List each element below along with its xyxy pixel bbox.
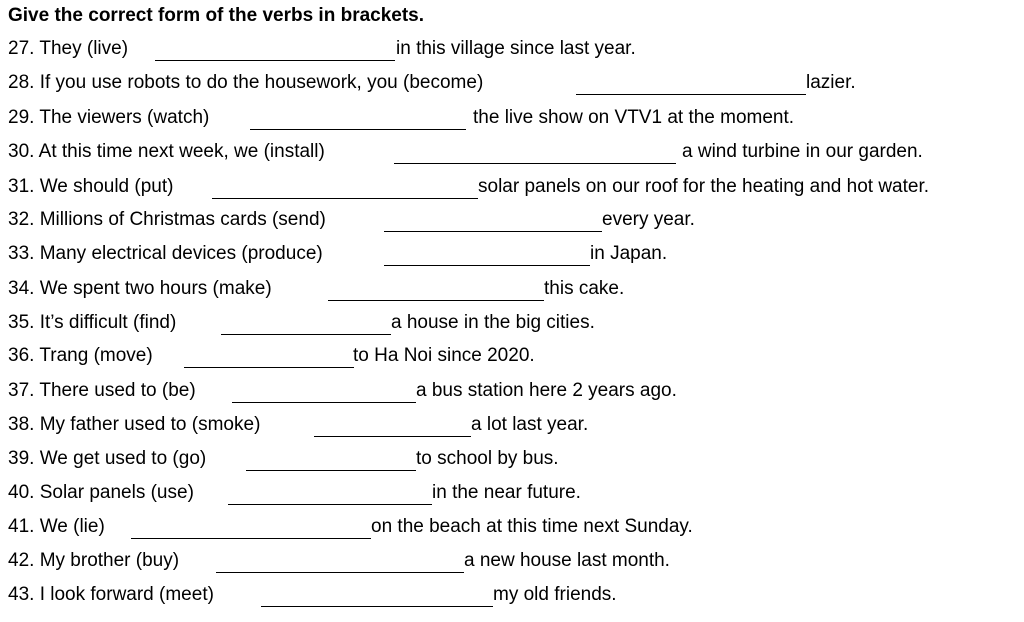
- answer-blank[interactable]: [576, 70, 806, 95]
- item-prompt: My brother (buy): [39, 550, 180, 571]
- item-number: 43.: [8, 584, 35, 605]
- item-prompt: Trang (move): [39, 345, 153, 366]
- item-continuation: lazier.: [806, 72, 856, 93]
- answer-blank[interactable]: [246, 446, 416, 471]
- item-continuation: my old friends.: [493, 584, 617, 605]
- answer-blank[interactable]: [314, 412, 471, 437]
- item-continuation: every year.: [602, 209, 695, 230]
- answer-blank[interactable]: [221, 310, 391, 335]
- answer-blank[interactable]: [250, 105, 466, 130]
- item-prompt: Many electrical devices (produce): [39, 243, 323, 264]
- exercise-item-43: [8, 582, 617, 608]
- exercise-item-41: [8, 514, 693, 540]
- answer-blank[interactable]: [155, 36, 395, 61]
- exercise-item-32: [8, 207, 695, 233]
- item-prompt: There used to (be): [39, 380, 196, 401]
- item-number: 42.: [8, 550, 35, 571]
- exercise-item-42: [8, 548, 670, 574]
- item-continuation: in the near future.: [432, 482, 581, 503]
- item-continuation: this cake.: [544, 278, 625, 299]
- item-prompt: The viewers (watch): [39, 107, 210, 128]
- item-number: 34.: [8, 278, 35, 299]
- item-prompt: Solar panels (use): [39, 482, 194, 503]
- item-number: 30.: [8, 141, 35, 162]
- item-number: 27.: [8, 38, 35, 59]
- answer-blank[interactable]: [228, 480, 432, 505]
- answer-blank[interactable]: [184, 343, 354, 368]
- item-number: 41.: [8, 516, 35, 537]
- item-continuation: a new house last month.: [464, 550, 670, 571]
- exercise-item-27: [8, 36, 636, 62]
- item-number: 40.: [8, 482, 35, 503]
- answer-blank[interactable]: [328, 276, 544, 301]
- exercise-item-35: [8, 310, 595, 336]
- exercise-item-34: [8, 276, 625, 302]
- exercise-item-33: [8, 241, 668, 267]
- answer-blank[interactable]: [216, 548, 464, 573]
- item-continuation: on the beach at this time next Sunday.: [371, 516, 693, 537]
- answer-blank[interactable]: [261, 582, 493, 607]
- item-continuation: a house in the big cities.: [391, 312, 595, 333]
- item-prompt: I look forward (meet): [39, 584, 214, 605]
- item-number: 37.: [8, 380, 35, 401]
- answer-blank[interactable]: [394, 139, 676, 164]
- answer-blank[interactable]: [232, 378, 416, 403]
- item-prompt: If you use robots to do the housework, you (become): [39, 72, 484, 93]
- answer-blank[interactable]: [131, 514, 371, 539]
- item-number: 39.: [8, 448, 35, 469]
- item-number: 31.: [8, 176, 35, 197]
- answer-blank[interactable]: [212, 174, 478, 199]
- exercise-item-29: [8, 105, 795, 131]
- item-number: 28.: [8, 72, 35, 93]
- exercise-item-31: [8, 174, 930, 200]
- item-prompt: We should (put): [39, 176, 174, 197]
- item-prompt: We spent two hours (make): [39, 278, 272, 299]
- item-continuation: the live show on VTV1 at the moment.: [473, 107, 795, 128]
- item-number: 35.: [8, 312, 35, 333]
- item-continuation: a wind turbine in our garden.: [682, 141, 923, 162]
- exercise-item-37: [8, 378, 677, 404]
- item-prompt: My father used to (smoke): [39, 414, 261, 435]
- item-continuation: solar panels on our roof for the heating and hot water.: [478, 176, 930, 197]
- item-prompt: Millions of Christmas cards (send): [39, 209, 326, 230]
- item-number: 36.: [8, 345, 35, 366]
- item-continuation: a bus station here 2 years ago.: [416, 380, 677, 401]
- item-number: 29.: [8, 107, 35, 128]
- item-continuation: in this village since last year.: [396, 38, 636, 59]
- exercise-item-40: [8, 480, 581, 506]
- exercise-item-28: [8, 70, 856, 96]
- exercise-item-38: [8, 412, 589, 438]
- item-prompt: They (live): [39, 38, 129, 59]
- exercise-heading: Give the correct form of the verbs in brackets.: [8, 5, 425, 26]
- exercise-item-39: [8, 446, 559, 472]
- item-prompt: At this time next week, we (install): [38, 141, 325, 162]
- answer-blank[interactable]: [384, 241, 590, 266]
- item-prompt: It’s difficult (find): [39, 312, 177, 333]
- item-number: 38.: [8, 414, 35, 435]
- item-continuation: to Ha Noi since 2020.: [353, 345, 535, 366]
- item-number: 33.: [8, 243, 35, 264]
- item-prompt: We get used to (go): [39, 448, 207, 469]
- item-continuation: in Japan.: [590, 243, 668, 264]
- exercise-item-36: [8, 343, 535, 369]
- answer-blank[interactable]: [384, 207, 602, 232]
- item-continuation: to school by bus.: [416, 448, 559, 469]
- item-continuation: a lot last year.: [471, 414, 589, 435]
- exercise-item-30: [8, 139, 923, 165]
- item-prompt: We (lie): [39, 516, 105, 537]
- item-number: 32.: [8, 209, 35, 230]
